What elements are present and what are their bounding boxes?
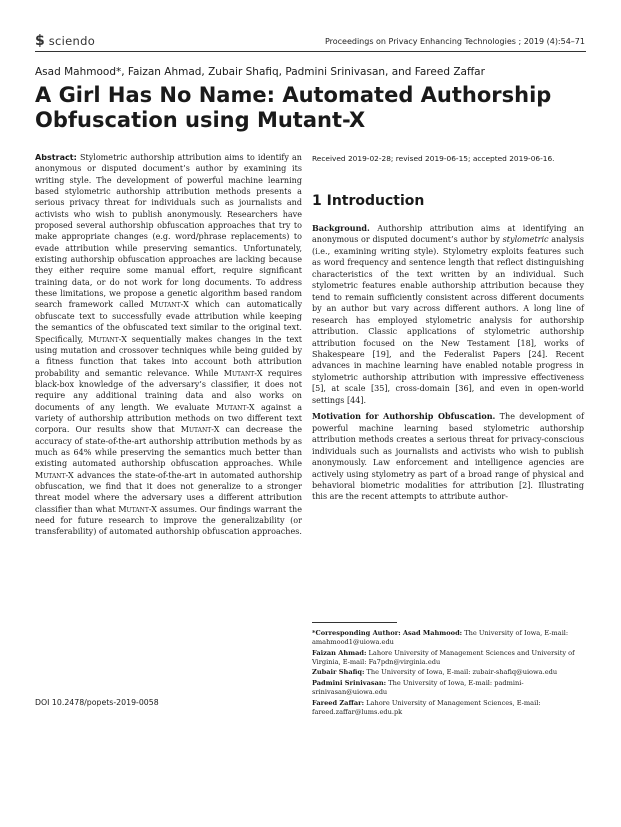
- publisher-name: sciendo: [48, 34, 96, 48]
- author-footnotes: [312, 629, 584, 718]
- introduction-body: [312, 223, 584, 503]
- abstract-part: sequentially makes changes in the text using mutation and crossover techniques while being guided by a fitness function that takes into account both attribution probability and semantic relevance. While: [35, 334, 302, 378]
- abstract-part: assumes. Our findings warrant the need for future research to improve the generalizability (or transferability) of automated authorship obfuscation approaches.: [35, 504, 303, 537]
- abstract-part: advances the state-of-the-art in automated authorship obfuscation, we find that it does not generalize to a stronger threat model where the adversary uses a different attribution classifier than what: [35, 470, 302, 514]
- footnote-item: [312, 649, 584, 667]
- abstract-label: Abstract:: [35, 153, 77, 162]
- paragraph-motivation: [312, 411, 584, 503]
- mutant-x-term: Mutant-X: [223, 368, 263, 378]
- footnote-text: The University of Iowa, E-mail: zubair-shafiq@uiowa.edu: [364, 668, 558, 677]
- doi-link[interactable]: DOI 10.2478/popets-2019-0058: [35, 698, 159, 707]
- footnote-item: [312, 668, 584, 677]
- emphasis-term: stylometric: [502, 235, 549, 245]
- footnote-author: Faizan Ahmad:: [312, 648, 367, 657]
- abstract-part: against a variety of authorship attribution methods on two different text corpora. Our results show that: [35, 402, 302, 435]
- mutant-x-term: Mutant-X: [88, 334, 127, 344]
- footnote-item: [312, 679, 584, 697]
- sciendo-logo-icon: $: [35, 33, 45, 49]
- footnote-text: Lahore University of Management Sciences and University of Virginia, E-mail: Fa7pdn@virginia.edu: [312, 648, 575, 666]
- abstract-part: can decrease the accuracy of state-of-the-art authorship attribution methods by as much as 64% while preserving the semantics much better than existing automated authorship obfuscation approaches. While: [35, 425, 302, 469]
- footnote-text: The University of Iowa, E-mail: amahmood1@uiowa.edu: [312, 629, 569, 647]
- paper-title: A Girl Has No Name: Automated Authorship Obfuscation using Mutant-X: [35, 83, 552, 132]
- author-list: Asad Mahmood*, Faizan Ahmad, Zubair Shafiq, Padmini Srinivasan, and Fareed Zaffar: [35, 66, 485, 78]
- received-dates: Received 2019-02-28; revised 2019-06-15; accepted 2019-06-16.: [312, 154, 555, 163]
- footnote-author: Fareed Zaffar:: [312, 698, 365, 707]
- mutant-x-term: Mutant-X: [150, 300, 189, 310]
- abstract-part: Stylometric authorship attribution aims to identify an anonymous or disputed document’s author by examining its writing style. The development of powerful machine learning based stylometric authorship attribution methods presents a serious privacy threat for individuals such as journalists and activists who wish to publish anonymously. Researchers have proposed several authorship obfuscation approaches that try to make appropriate changes (e.g. word/phrase replacements) to evade attribution while preserving semantics. Unfortunately, existing authorship obfuscation approaches are lacking because they either require some manual effort, require significant training data, or do not work for long documents. To address these limitations, we propose a genetic algorithm based random search framework called: [35, 153, 302, 310]
- mutant-x-term: Mutant-X: [215, 402, 255, 412]
- footnote-divider: [312, 622, 397, 623]
- paragraph-background: [312, 223, 584, 406]
- abstract-section: [35, 152, 302, 538]
- footnote-item: [312, 699, 584, 717]
- publisher-logo: [35, 33, 95, 49]
- paragraph-lead: Background.: [312, 223, 370, 233]
- paragraph-part: analysis (i.e., examining writing style). Stylometry exploits features such as word frequency and sentence length that reflect distinguishing characteristics of the text written by an individual. Such stylometric features enable authorship attribution because they tend to remain sufficiently consistent across different documents by an author but vary across different authors. A long line of research has employed stylometric analysis for authorship attribution. Classic applications of stylometric authorship attribution focused on the New Testament [18], works of Shakespeare [19], and the Federalist Papers [24]. Recent advances in machine learning have enabled notable progress in stylometric authorship attribution with impressive effectiveness [5], at scale [35], cross-domain [36], and even in open-world settings [44].: [312, 235, 584, 405]
- mutant-x-term: Mutant-X: [118, 504, 158, 514]
- header-divider: [35, 51, 586, 52]
- section-heading-introduction: 1 Introduction: [312, 193, 425, 209]
- footnote-item: [312, 629, 584, 647]
- footnote-author: *Corresponding Author: Asad Mahmood:: [312, 629, 463, 637]
- footnote-text: Lahore University of Management Sciences, E-mail: fareed.zaffar@lums.edu.pk: [312, 698, 541, 716]
- mutant-x-term: Mutant-X: [35, 470, 74, 480]
- paragraph-part: The development of powerful machine learning based stylometric authorship attribution methods creates a serious threat for privacy-conscious individuals such as journalists and activists who wish to publish anonymously. Law enforcement and intelligence agencies are actively using stylometry as part of a broad range of physical and behavioral biometric modalities for attribution [2]. Illustrating this are the recent attempts to attribute author-: [312, 412, 584, 502]
- footnote-author: Padmini Srinivasan:: [312, 678, 387, 687]
- abstract-part: which can automatically obfuscate text to successfully evade attribution while keeping the semantics of the obfuscated text similar to the original text. Specifically,: [35, 300, 302, 344]
- paragraph-lead: Motivation for Authorship Obfuscation.: [312, 411, 496, 422]
- journal-citation: Proceedings on Privacy Enhancing Technologies ; 2019 (4):54–71: [324, 37, 585, 46]
- abstract-text: [35, 152, 302, 538]
- footnote-author: Zubair Shafiq:: [312, 668, 365, 677]
- footnote-text: The University of Iowa, E-mail: padmini-srinivasan@uiowa.edu: [312, 678, 524, 697]
- abstract-part: requires black-box knowledge of the adversary’s classifier, it does not require any additional training data and also works on documents of any length. We evaluate: [35, 368, 303, 412]
- mutant-x-term: Mutant-X: [180, 425, 220, 435]
- paragraph-part: Authorship attribution aims at identifying an anonymous or disputed document’s author by: [312, 224, 584, 245]
